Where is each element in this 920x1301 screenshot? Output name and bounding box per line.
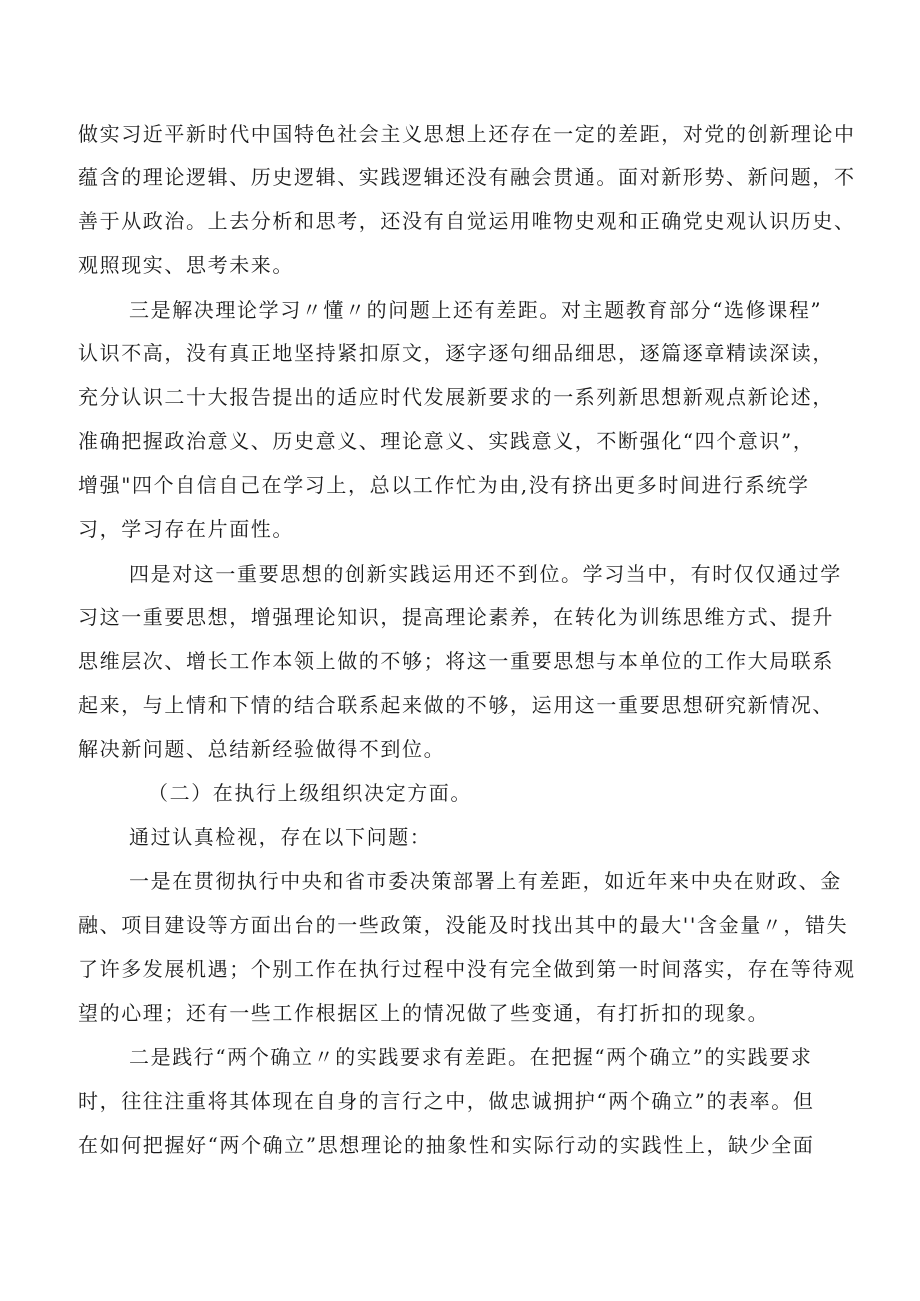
text-line: 起来，与上情和下情的结合联系起来做的不够，运用这一重要思想研究新情况、 bbox=[78, 693, 834, 717]
text-line: 二是践行“两个确立〃的实践要求有差距。在把握“两个确立”的实践要求 bbox=[129, 1045, 813, 1069]
text-line: 时，往往注重将其体现在自身的言行之中，做忠诚拥护“两个确立”的表率。但 bbox=[78, 1089, 815, 1113]
text-line: 了许多发展机遇；个别工作在执行过程中没有完全做到第一时间落实，存在等待观 bbox=[78, 957, 856, 981]
text-line: 望的心理；还有一些工作根据区上的情况做了些变通，有打折扣的现象。 bbox=[78, 1001, 770, 1025]
text-line: 增强"四个自信自己在学习上，总以工作忙为由,没有挤出更多时间进行系统学 bbox=[78, 473, 810, 497]
section-heading: （二）在执行上级组织决定方面。 bbox=[148, 781, 472, 805]
text-line: 通过认真检视，存在以下问题： bbox=[129, 825, 432, 849]
text-line: 习这一重要思想，增强理论知识，提高理论素养，在转化为训练思维方式、提升 bbox=[78, 605, 834, 629]
text-line: 做实习近平新时代中国特色社会主义思想上还存在一定的差距，对党的创新理论中 bbox=[78, 122, 856, 146]
text-line: 观照现实、思考未来。 bbox=[78, 253, 294, 277]
text-line: 解决新问题、总结新经验做得不到位。 bbox=[78, 737, 446, 761]
text-line: 蕴含的理论逻辑、历史逻辑、实践逻辑还没有融会贯通。面对新形势、新问题，不 bbox=[78, 165, 856, 189]
text-line: 一是在贯彻执行中央和省市委决策部署上有差距，如近年来中央在财政、金 bbox=[129, 869, 842, 893]
text-line: 认识不高，没有真正地坚持紧扣原文，逐字逐句细品细思，逐篇逐章精读深读， bbox=[78, 341, 834, 365]
text-line: 四是对这一重要思想的创新实践运用还不到位。学习当中，有时仅仅通过学 bbox=[129, 562, 842, 586]
text-line: 融、项目建设等方面出台的一些政策，没能及时找出其中的最大''含金量〃，错失 bbox=[78, 913, 849, 937]
text-line: 习，学习存在片面性。 bbox=[78, 517, 294, 541]
text-line: 充分认识二十大报告提出的适应时代发展新要求的一系列新思想新观点新论述， bbox=[78, 385, 834, 409]
text-line: 准确把握政治意义、历史意义、理论意义、实践意义，不断强化“四个意识”， bbox=[78, 429, 815, 453]
text-line: 善于从政治。上去分析和思考，还没有自觉运用唯物史观和正确党史观认识历史、 bbox=[78, 209, 856, 233]
text-line: 三是解决理论学习〃懂〃的问题上还有差距。对主题教育部分“选修课程” bbox=[129, 298, 823, 322]
text-line: 在如何把握好“两个确立”思想理论的抽象性和实际行动的实践性上，缺少全面 bbox=[78, 1133, 815, 1157]
text-line: 思维层次、增长工作本领上做的不够；将这一重要思想与本单位的工作大局联系 bbox=[78, 649, 834, 673]
